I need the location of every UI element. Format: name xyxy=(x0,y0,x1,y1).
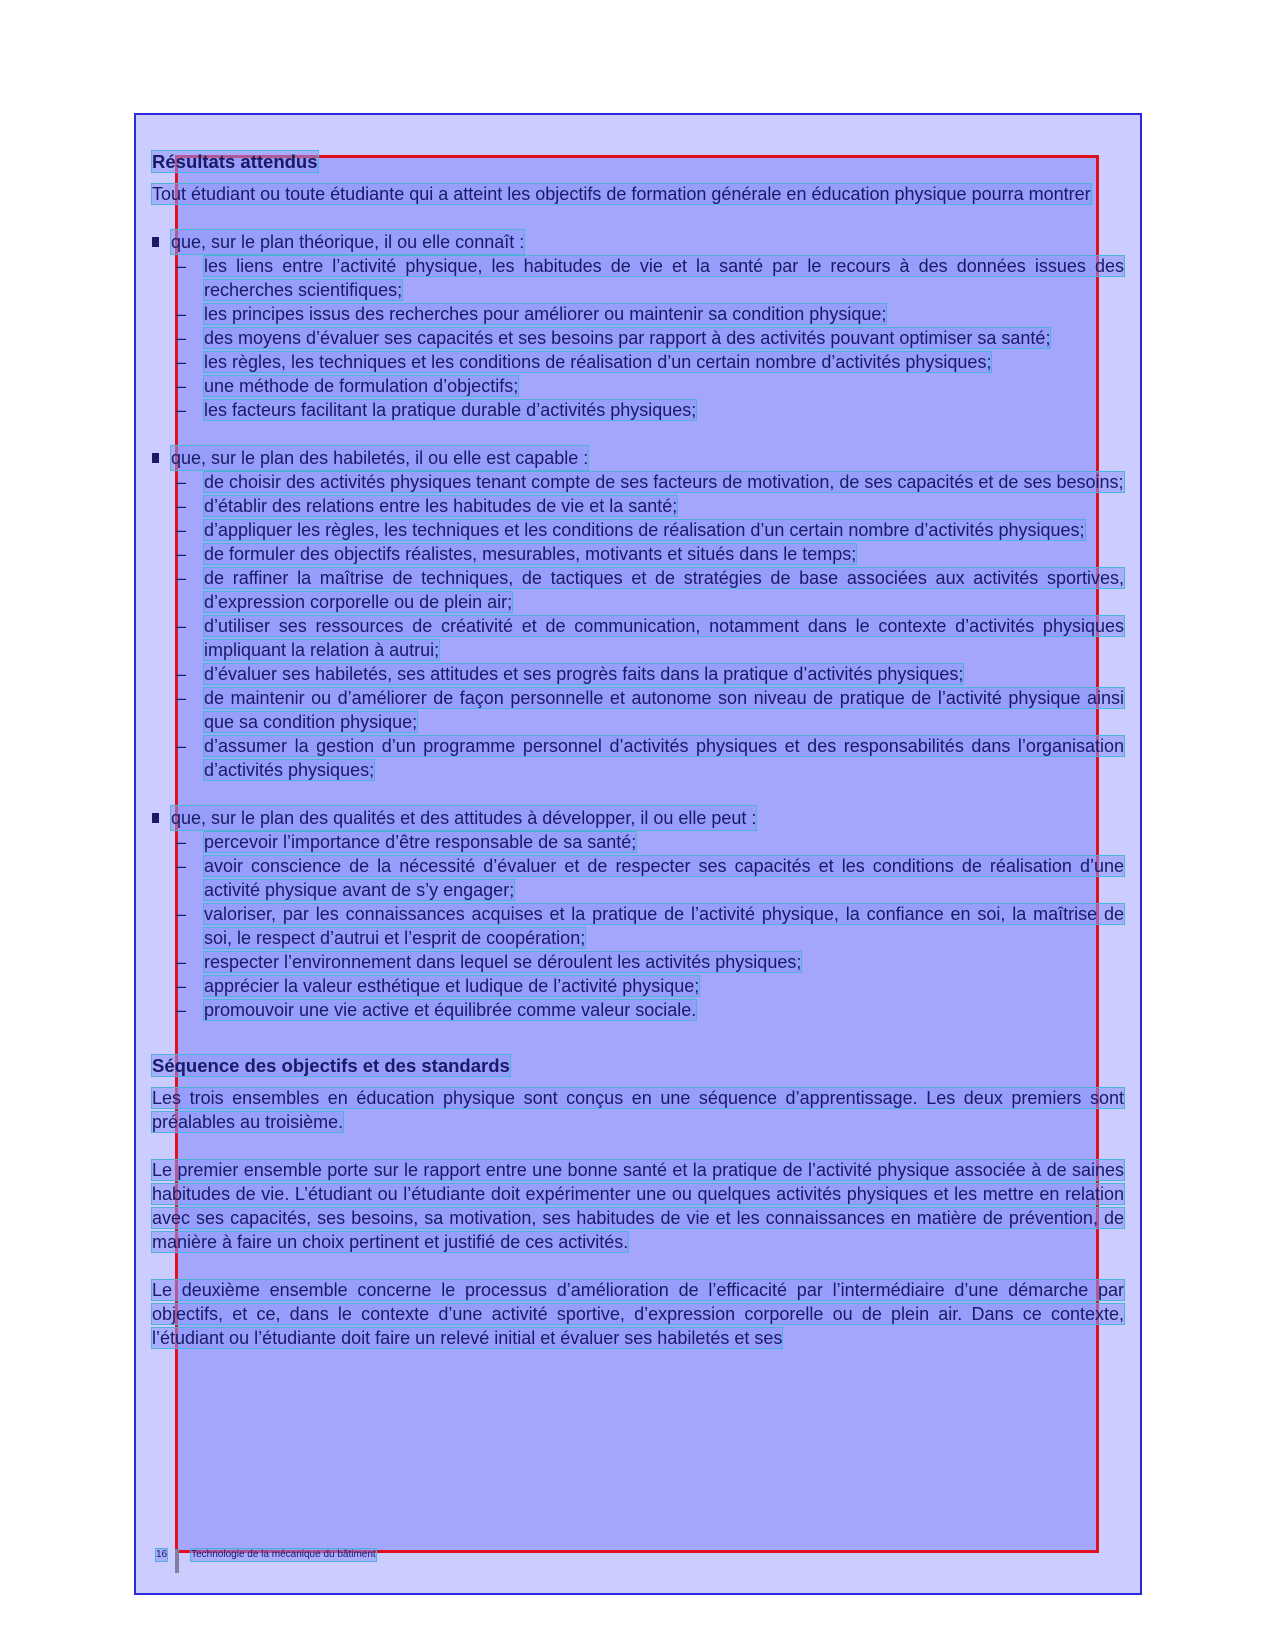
list-item xyxy=(152,398,1124,422)
item-text: d’établir des relations entre les habitudes de vie et la santé; xyxy=(204,496,678,516)
list-item xyxy=(152,542,1124,566)
dash-icon: – xyxy=(175,664,186,684)
item-text: d’utiliser ses ressources de créativité et de communication, notamment dans le contexte d’activités physiques impliquant la relation à autrui; xyxy=(204,616,1124,660)
dash-icon: – xyxy=(175,376,186,396)
results-heading-text: Résultats attendus xyxy=(152,151,318,172)
dash-icon: – xyxy=(175,544,186,564)
attitudes-list xyxy=(152,830,1124,1022)
item-text: valoriser, par les connaissances acquises et la pratique de l’activité physique, la confiance en soi, la maîtrise de soi, le respect d’autrui et l’esprit de coopération; xyxy=(204,904,1124,948)
item-text: une méthode de formulation d’objectifs; xyxy=(204,376,519,396)
skills-intro xyxy=(152,446,1124,470)
item-text: de raffiner la maîtrise de techniques, de tactiques et de stratégies de base associées aux activités sportives, d’expression corporelle ou de plein air; xyxy=(204,568,1124,612)
list-item xyxy=(152,350,1124,374)
item-text: Les trois ensembles en éducation physique sont conçus en une séquence d’apprentissage. Les deux premiers sont préalables au troisième. xyxy=(152,1088,1124,1132)
item-text: d’évaluer ses habiletés, ses attitudes et ses progrès faits dans la pratique d’activités physiques; xyxy=(204,664,964,684)
list-item xyxy=(152,662,1124,686)
list-item xyxy=(152,830,1124,854)
list-item xyxy=(152,734,1124,782)
dash-icon: – xyxy=(175,976,186,996)
dash-icon: – xyxy=(175,688,186,708)
footer-divider xyxy=(175,1549,179,1573)
item-text: les liens entre l’activité physique, les habitudes de vie et la santé par le recours à des données issues des recherches scientifiques; xyxy=(204,256,1124,300)
sequence-paragraph-2 xyxy=(152,1158,1124,1254)
item-text: percevoir l’importance d’être responsable de sa santé; xyxy=(204,832,637,852)
item-text: promouvoir une vie active et équilibrée comme valeur sociale. xyxy=(204,1000,697,1020)
item-text: des moyens d’évaluer ses capacités et ses besoins par rapport à des activités pouvant optimiser sa santé; xyxy=(204,328,1051,348)
dash-icon: – xyxy=(175,352,186,372)
list-item xyxy=(152,302,1124,326)
dash-icon: – xyxy=(175,400,186,420)
bullet-icon xyxy=(152,813,159,823)
dash-icon: – xyxy=(175,256,186,276)
sequence-paragraph-3 xyxy=(152,1278,1124,1350)
dash-icon: – xyxy=(175,904,186,924)
list-item xyxy=(152,326,1124,350)
results-intro xyxy=(152,182,1124,206)
program-name: Technologie de la mécanique du bâtiment xyxy=(191,1549,376,1560)
dash-icon: – xyxy=(175,832,186,852)
dash-icon: – xyxy=(175,736,186,756)
results-heading xyxy=(152,150,1124,174)
dash-icon: – xyxy=(175,952,186,972)
skills-list xyxy=(152,470,1124,782)
document-body xyxy=(152,150,1124,1350)
item-text: d’assumer la gestion d’un programme personnel d’activités physiques et des responsabilités dans l’organisation d’activités physiques; xyxy=(204,736,1124,780)
sequence-heading xyxy=(152,1054,1124,1078)
dash-icon: – xyxy=(175,304,186,324)
sequence-heading-text: Séquence des objectifs et des standards xyxy=(152,1055,510,1076)
theory-intro xyxy=(152,230,1124,254)
item-text: apprécier la valeur esthétique et ludique de l’activité physique; xyxy=(204,976,700,996)
dash-icon: – xyxy=(175,328,186,348)
dash-icon: – xyxy=(175,568,186,588)
page-number: 16 xyxy=(156,1549,168,1560)
list-item xyxy=(152,974,1124,998)
dash-icon: – xyxy=(175,520,186,540)
item-text: de maintenir ou d’améliorer de façon personnelle et autonome son niveau de pratique de l’activité physique ainsi que sa condition physique; xyxy=(204,688,1124,732)
item-text: respecter l’environnement dans lequel se déroulent les activités physiques; xyxy=(204,952,802,972)
item-text: Le premier ensemble porte sur le rapport entre une bonne santé et la pratique de l’activité physique associée à de saines habitudes de vie. L’étudiant ou l’étudiante doit expérimenter une ou quelques activités physiques et les mettre en relation avec ses capacités, ses besoins, sa motivation, ses habitudes de vie et les connaissances en matière de prévention, de manière à faire un choix pertinent et justifié de ces activités. xyxy=(152,1160,1124,1252)
list-item xyxy=(152,854,1124,902)
bullet-icon xyxy=(152,237,159,247)
list-item xyxy=(152,374,1124,398)
list-item xyxy=(152,470,1124,494)
list-item xyxy=(152,686,1124,734)
list-item xyxy=(152,254,1124,302)
page-footer xyxy=(156,1543,376,1567)
item-text: Le deuxième ensemble concerne le processus d’amélioration de l’efficacité par l’intermédiaire d’une démarche par objectifs, et ce, dans le contexte d’une activité sportive, d’expression corporelle ou de plein air. Dans ce contexte, l’étudiant ou l’étudiante doit faire un relevé initial et évaluer ses habiletés et ses xyxy=(152,1280,1124,1348)
list-item xyxy=(152,950,1124,974)
list-item xyxy=(152,998,1124,1022)
item-text: d’appliquer les règles, les techniques et les conditions de réalisation d’un certain nombre d’activités physiques; xyxy=(204,520,1085,540)
item-text: de formuler des objectifs réalistes, mesurables, motivants et situés dans le temps; xyxy=(204,544,857,564)
attitudes-intro xyxy=(152,806,1124,830)
item-text: de choisir des activités physiques tenant compte de ses facteurs de motivation, de ses capacités et de ses besoins; xyxy=(204,472,1124,492)
results-intro-text: Tout étudiant ou toute étudiante qui a atteint les objectifs de formation générale en éducation physique pourra montrer xyxy=(152,184,1091,204)
dash-icon: – xyxy=(175,472,186,492)
attitudes-intro-text: que, sur le plan des qualités et des attitudes à développer, il ou elle peut : xyxy=(171,808,757,828)
dash-icon: – xyxy=(175,1000,186,1020)
list-item xyxy=(152,902,1124,950)
skills-intro-text: que, sur le plan des habiletés, il ou elle est capable : xyxy=(171,448,589,468)
item-text: les principes issus des recherches pour améliorer ou maintenir sa condition physique; xyxy=(204,304,887,324)
bullet-icon xyxy=(152,453,159,463)
sequence-paragraph-1 xyxy=(152,1086,1124,1134)
dash-icon: – xyxy=(175,616,186,636)
item-text: les facteurs facilitant la pratique durable d’activités physiques; xyxy=(204,400,697,420)
list-item xyxy=(152,518,1124,542)
list-item xyxy=(152,614,1124,662)
theory-intro-text: que, sur le plan théorique, il ou elle connaît : xyxy=(171,232,525,252)
list-item xyxy=(152,566,1124,614)
dash-icon: – xyxy=(175,856,186,876)
dash-icon: – xyxy=(175,496,186,516)
item-text: avoir conscience de la nécessité d’évaluer et de respecter ses capacités et les conditions de réalisation d’une activité physique avant de s’y engager; xyxy=(204,856,1124,900)
theory-list xyxy=(152,254,1124,422)
item-text: les règles, les techniques et les conditions de réalisation d’un certain nombre d’activités physiques; xyxy=(204,352,992,372)
list-item xyxy=(152,494,1124,518)
